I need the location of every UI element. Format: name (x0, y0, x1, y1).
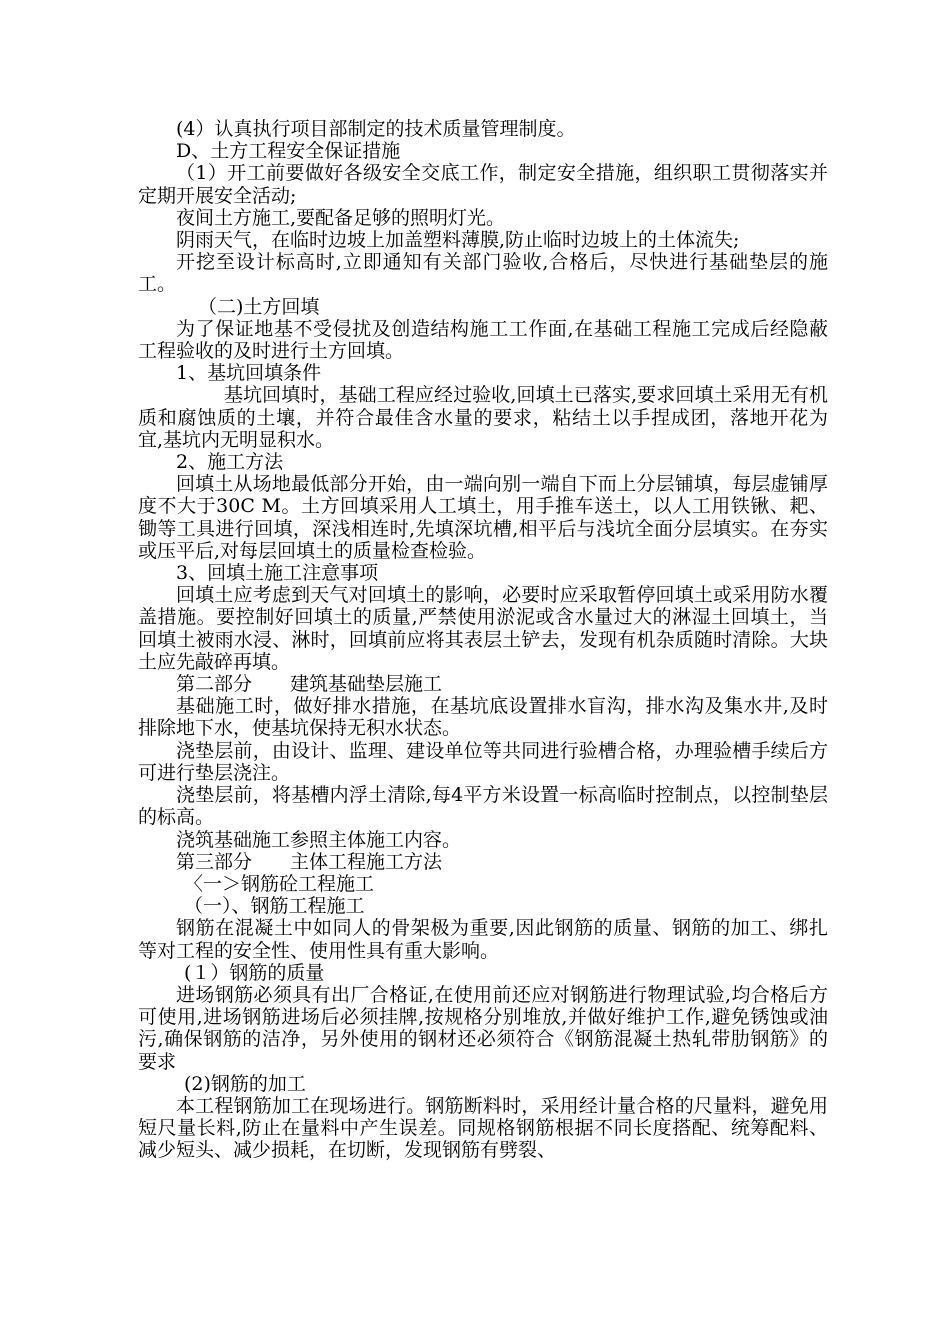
paragraph: （1）开工前要做好各级安全交底工作，制定安全措施，组织职工贯彻落实并定期开展安全活动; (138, 162, 828, 207)
paragraph: 钢筋在混凝土中如同人的骨架极为重要,因此钢筋的质量、钢筋的加工、绑扎等对工程的安全性、使用性具有重大影响。 (138, 917, 828, 962)
section-heading: （二)土方回填 (198, 295, 320, 318)
paragraph: (4）认真执行项目部制定的技术质量管理制度。 (176, 118, 576, 140)
section-heading: 3、回填土施工注意事项 (176, 562, 379, 585)
section-heading: 〈一＞钢筋砼工程施工 (184, 872, 375, 895)
paragraph: 浇垫层前，将基槽内浮土清除,每4平方米设置一标高临时控制点，以控制垫层的标高。 (138, 784, 828, 829)
part-heading: 第二部分 建筑基础垫层施工 (176, 673, 443, 696)
paragraph: 基坑回填时，基础工程应经过验收,回填土已落实,要求回填土采用无有机质和腐蚀质的土壤，并符合最佳含水量的要求，粘结土以手捏成团，落地开花为宜,基坑内无明显积水。 (138, 384, 828, 451)
paragraph: 阴雨天气，在临时边坡上加盖塑料薄膜,防止临时边坡上的土体流失; (176, 229, 740, 252)
paragraph: 回填土从场地最低部分开始，由一端向别一端自下而上分层铺填，每层虚铺厚度不大于30C M。土方回填采用人工填土，用手推车送土，以人工用铁锹、耙、锄等工具进行回填，深浅相连时,先填深坑槽,相平后与浅坑全面分层填实。在夯实或压平后,对每层回填土的质量检查检验。 (138, 473, 828, 562)
paragraph: 夜间土方施工,要配备足够的照明灯光。 (176, 206, 506, 229)
section-heading: (１）钢筋的质量 (184, 961, 325, 984)
part-heading: 第三部分 主体工程施工方法 (176, 850, 443, 873)
paragraph: 本工程钢筋加工在现场进行。钢筋断料时，采用经计量合格的尺量料，避免用短尺量长料,防止在量料中产生误差。同规格钢筋根据不同长度搭配、统筹配料、减少短头、减少损耗，在切断，发现钢筋有劈裂、 (138, 1094, 828, 1162)
paragraph: 浇垫层前，由设计、监理、建设单位等共同进行验槽合格，办理验槽手续后方可进行垫层浇注。 (138, 739, 828, 784)
paragraph: 浇筑基础施工参照主体施工内容。 (176, 828, 462, 851)
paragraph: 进场钢筋必须具有出厂合格证,在使用前还应对钢筋进行物理试验,均合格后方可使用,进场钢筋进场后必须挂牌,按规格分别堆放,并做好维护工作,避免锈蚀或油污,确保钢筋的洁净，另外使用的钢材还必须符合《钢筋混凝土热轧带肋钢筋》的要求 (138, 983, 828, 1073)
section-heading: 1、基坑回填条件 (176, 362, 322, 385)
paragraph: 基础施工时，做好排水措施，在基坑底设置排水盲沟，排水沟及集水井,及时排除地下水，使基坑保持无积水状态。 (138, 695, 828, 740)
paragraph: 回填土应考虑到天气对回填土的影响，必要时应采取暂停回填土或采用防水覆盖措施。要控制好回填土的质量,严禁使用淤泥或含水量过大的淋湿土回填土，当回填土被雨水浸、淋时，回填前应将其表层土铲去，发现有机杂质随时清除。大块土应先敲碎再填。 (138, 584, 828, 673)
body-text (138, 118, 828, 1162)
paragraph: 为了保证地基不受侵扰及创造结构施工工作面,在基础工程施工完成后经隐蔽工程验收的及时进行土方回填。 (138, 317, 828, 363)
section-heading: (2)钢筋的加工 (184, 1072, 306, 1095)
section-heading: （一）、钢筋工程施工 (184, 895, 365, 918)
section-heading: 2、施工方法 (176, 451, 284, 474)
section-heading: D、土方工程安全保证措施 (176, 140, 401, 163)
paragraph: 开挖至设计标高时,立即通知有关部门验收,合格后，尽快进行基础垫层的施工。 (138, 251, 828, 296)
